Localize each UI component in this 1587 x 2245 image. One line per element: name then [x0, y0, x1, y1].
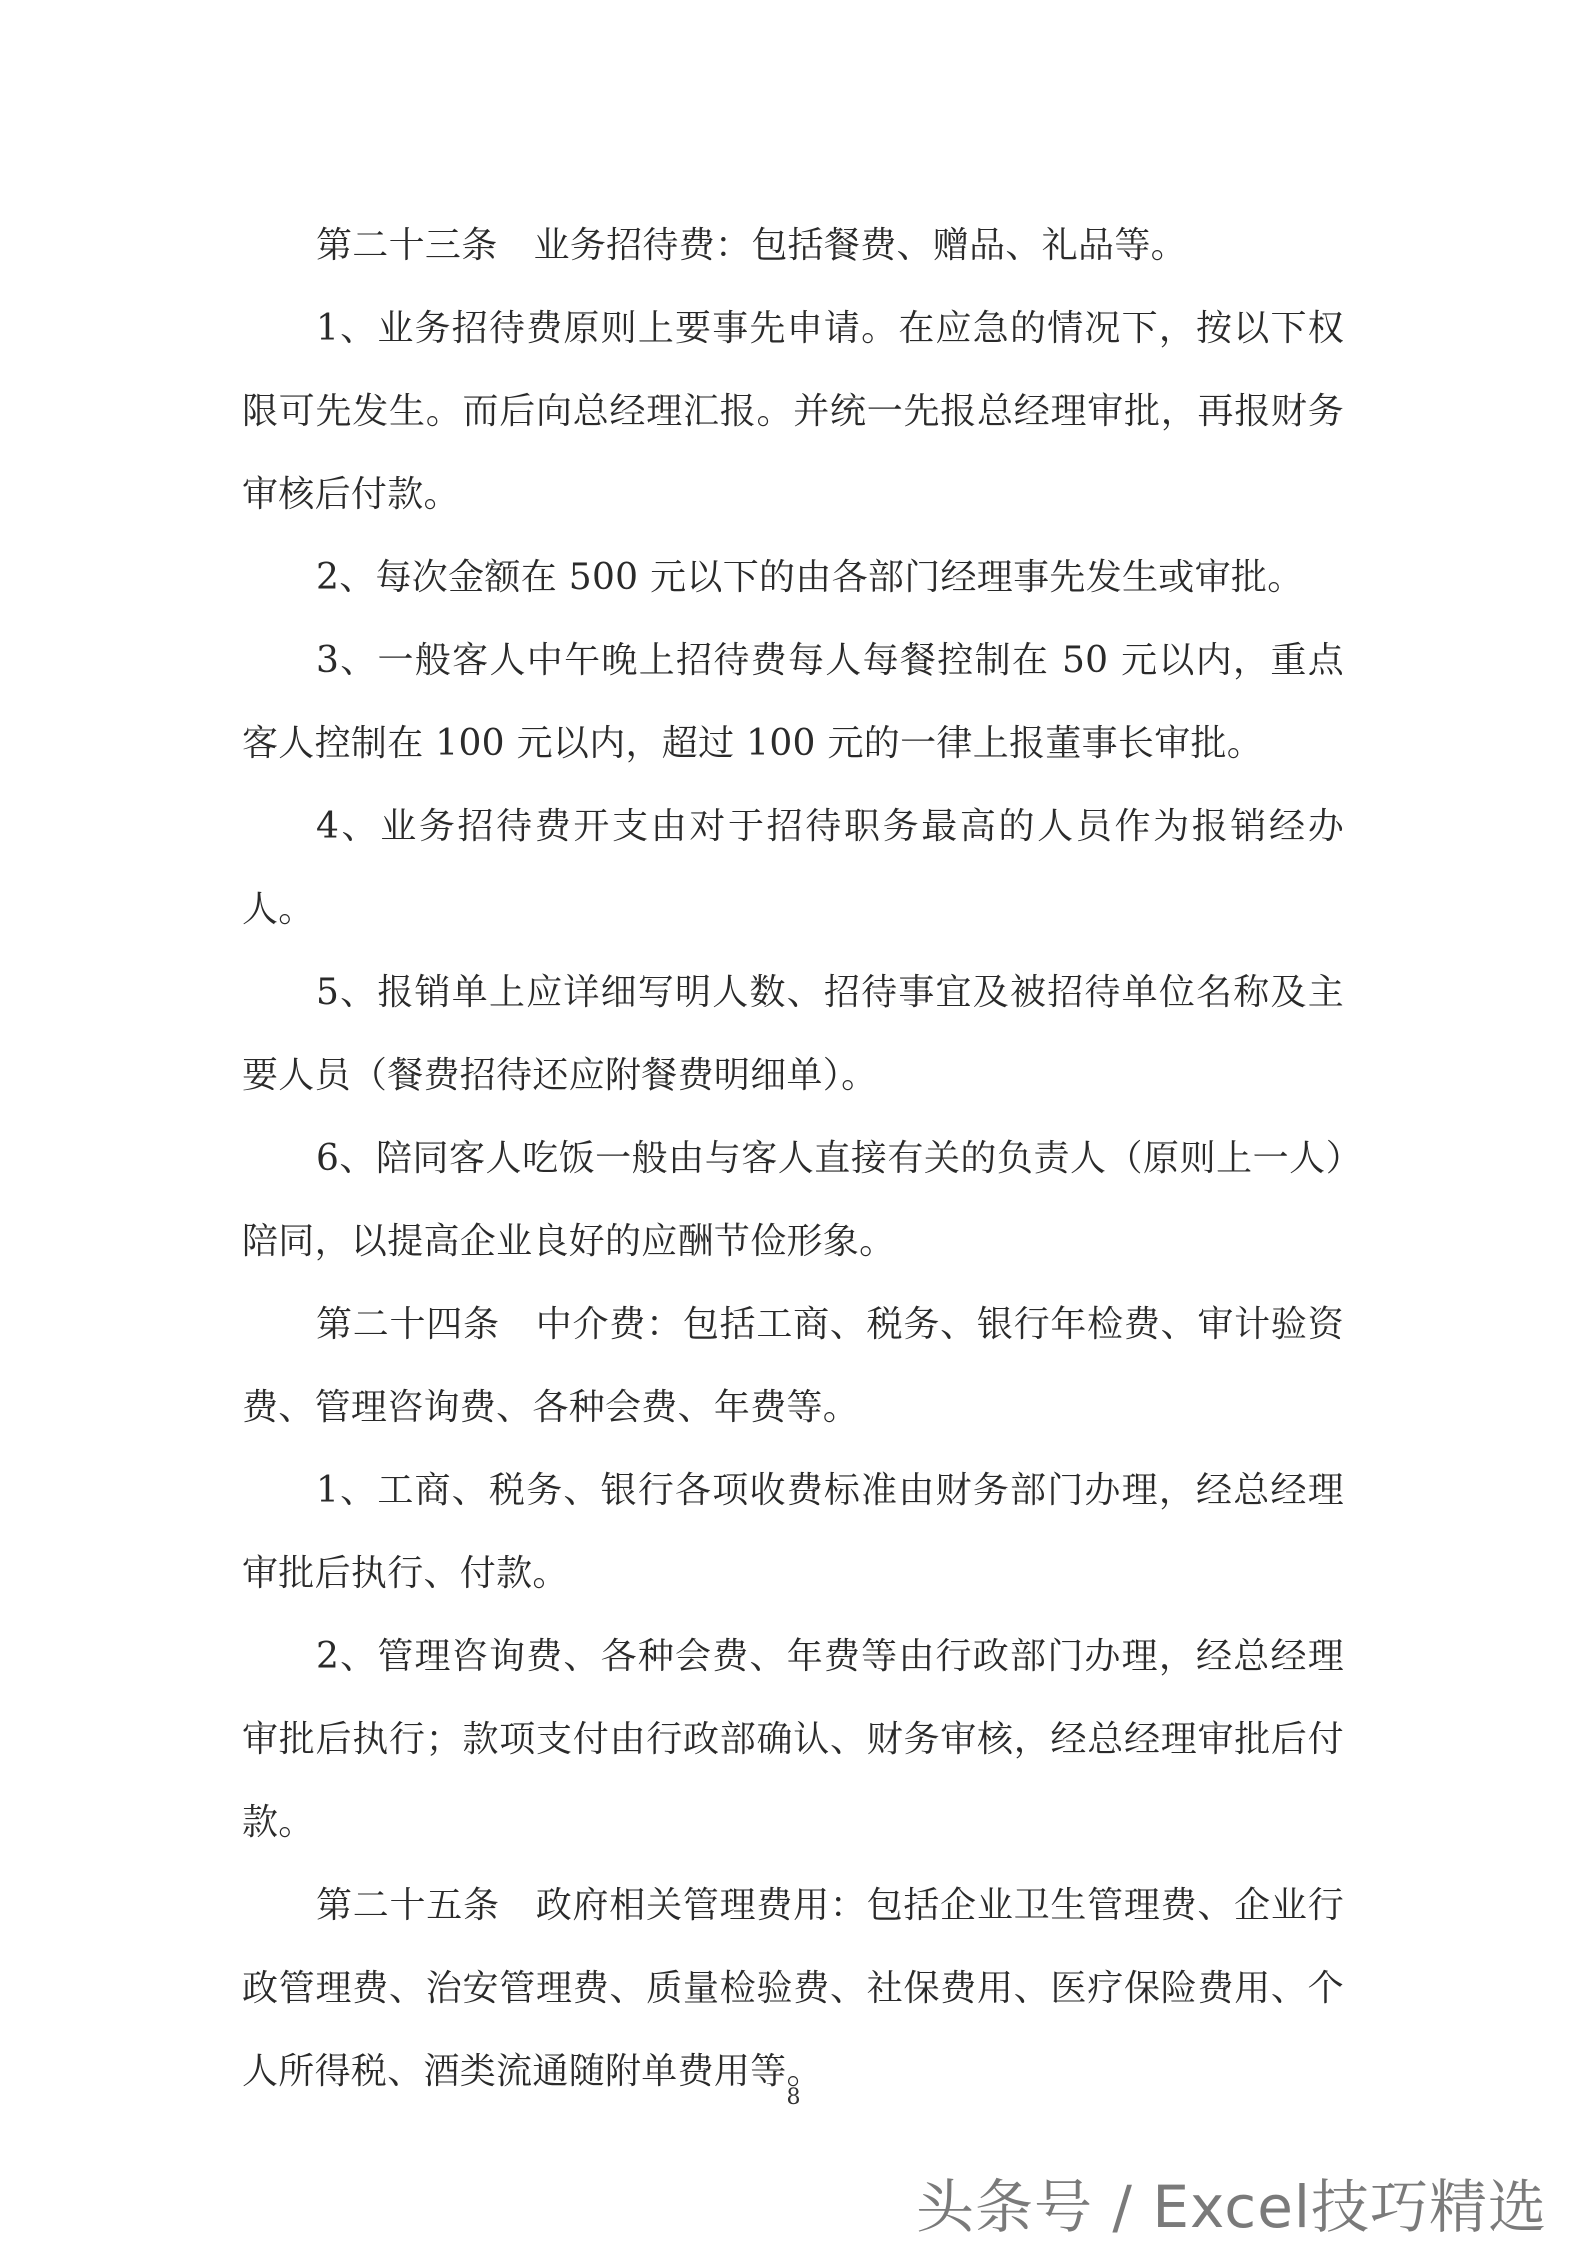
watermark: 头条号 / Excel技巧精选 [915, 2173, 1547, 2241]
paragraph-item [242, 287, 1344, 536]
paragraph-text: 业务招待费：包括餐费、赠品、礼品等。 [533, 225, 1187, 266]
paragraph-text: 1、业务招待费原则上要事先申请。在应急的情况下，按以下权限可先发生。而后向总经理汇报。并统一先报总经理审批，再报财务审核后付款。 [242, 308, 1344, 515]
paragraph-article-25 [242, 1864, 1344, 2113]
paragraph-text: 政府相关管理费用：包括企业卫生管理费、企业行政管理费、治安管理费、质量检验费、社保费用、医疗保险费用、个人所得税、酒类流通随附单费用等。 [242, 1885, 1344, 2092]
paragraph-text: 6、陪同客人吃饭一般由与客人直接有关的负责人（原则上一人）陪同，以提高企业良好的应酬节俭形象。 [242, 1138, 1344, 1262]
paragraph-text: 2、每次金额在 500 元以下的由各部门经理事先发生或审批。 [316, 557, 1304, 598]
paragraph-text: 3、一般客人中午晚上招待费每人每餐控制在 50 元以内，重点客人控制在 100 元以内，超过 100 元的一律上报董事长审批。 [242, 640, 1344, 764]
paragraph-text: 4、业务招待费开支由对于招待职务最高的人员作为报销经办人。 [242, 806, 1344, 930]
paragraph-article-23 [242, 204, 1344, 287]
paragraph-item [242, 619, 1344, 785]
page-number: 8 [786, 2085, 801, 2110]
paragraph-item [242, 1615, 1344, 1864]
paragraph-article-24 [242, 1283, 1344, 1449]
paragraph-item [242, 951, 1344, 1117]
paragraph-item [242, 1449, 1344, 1615]
article-number: 第二十三条 [316, 225, 498, 266]
paragraph-text: 中介费：包括工商、税务、银行年检费、审计验资费、管理咨询费、各种会费、年费等。 [242, 1304, 1344, 1428]
document-body [242, 204, 1344, 2113]
article-number: 第二十四条 [316, 1304, 500, 1345]
paragraph-text: 2、管理咨询费、各种会费、年费等由行政部门办理，经总经理审批后执行；款项支付由行政部确认、财务审核，经总经理审批后付款。 [242, 1636, 1344, 1843]
article-number: 第二十五条 [316, 1885, 500, 1926]
paragraph-text: 5、报销单上应详细写明人数、招待事宜及被招待单位名称及主要人员（餐费招待还应附餐费明细单）。 [242, 972, 1344, 1096]
paragraph-item [242, 785, 1344, 951]
paragraph-text: 1、工商、税务、银行各项收费标准由财务部门办理，经总经理审批后执行、付款。 [242, 1470, 1344, 1594]
paragraph-item [242, 536, 1344, 619]
paragraph-item [242, 1117, 1344, 1283]
